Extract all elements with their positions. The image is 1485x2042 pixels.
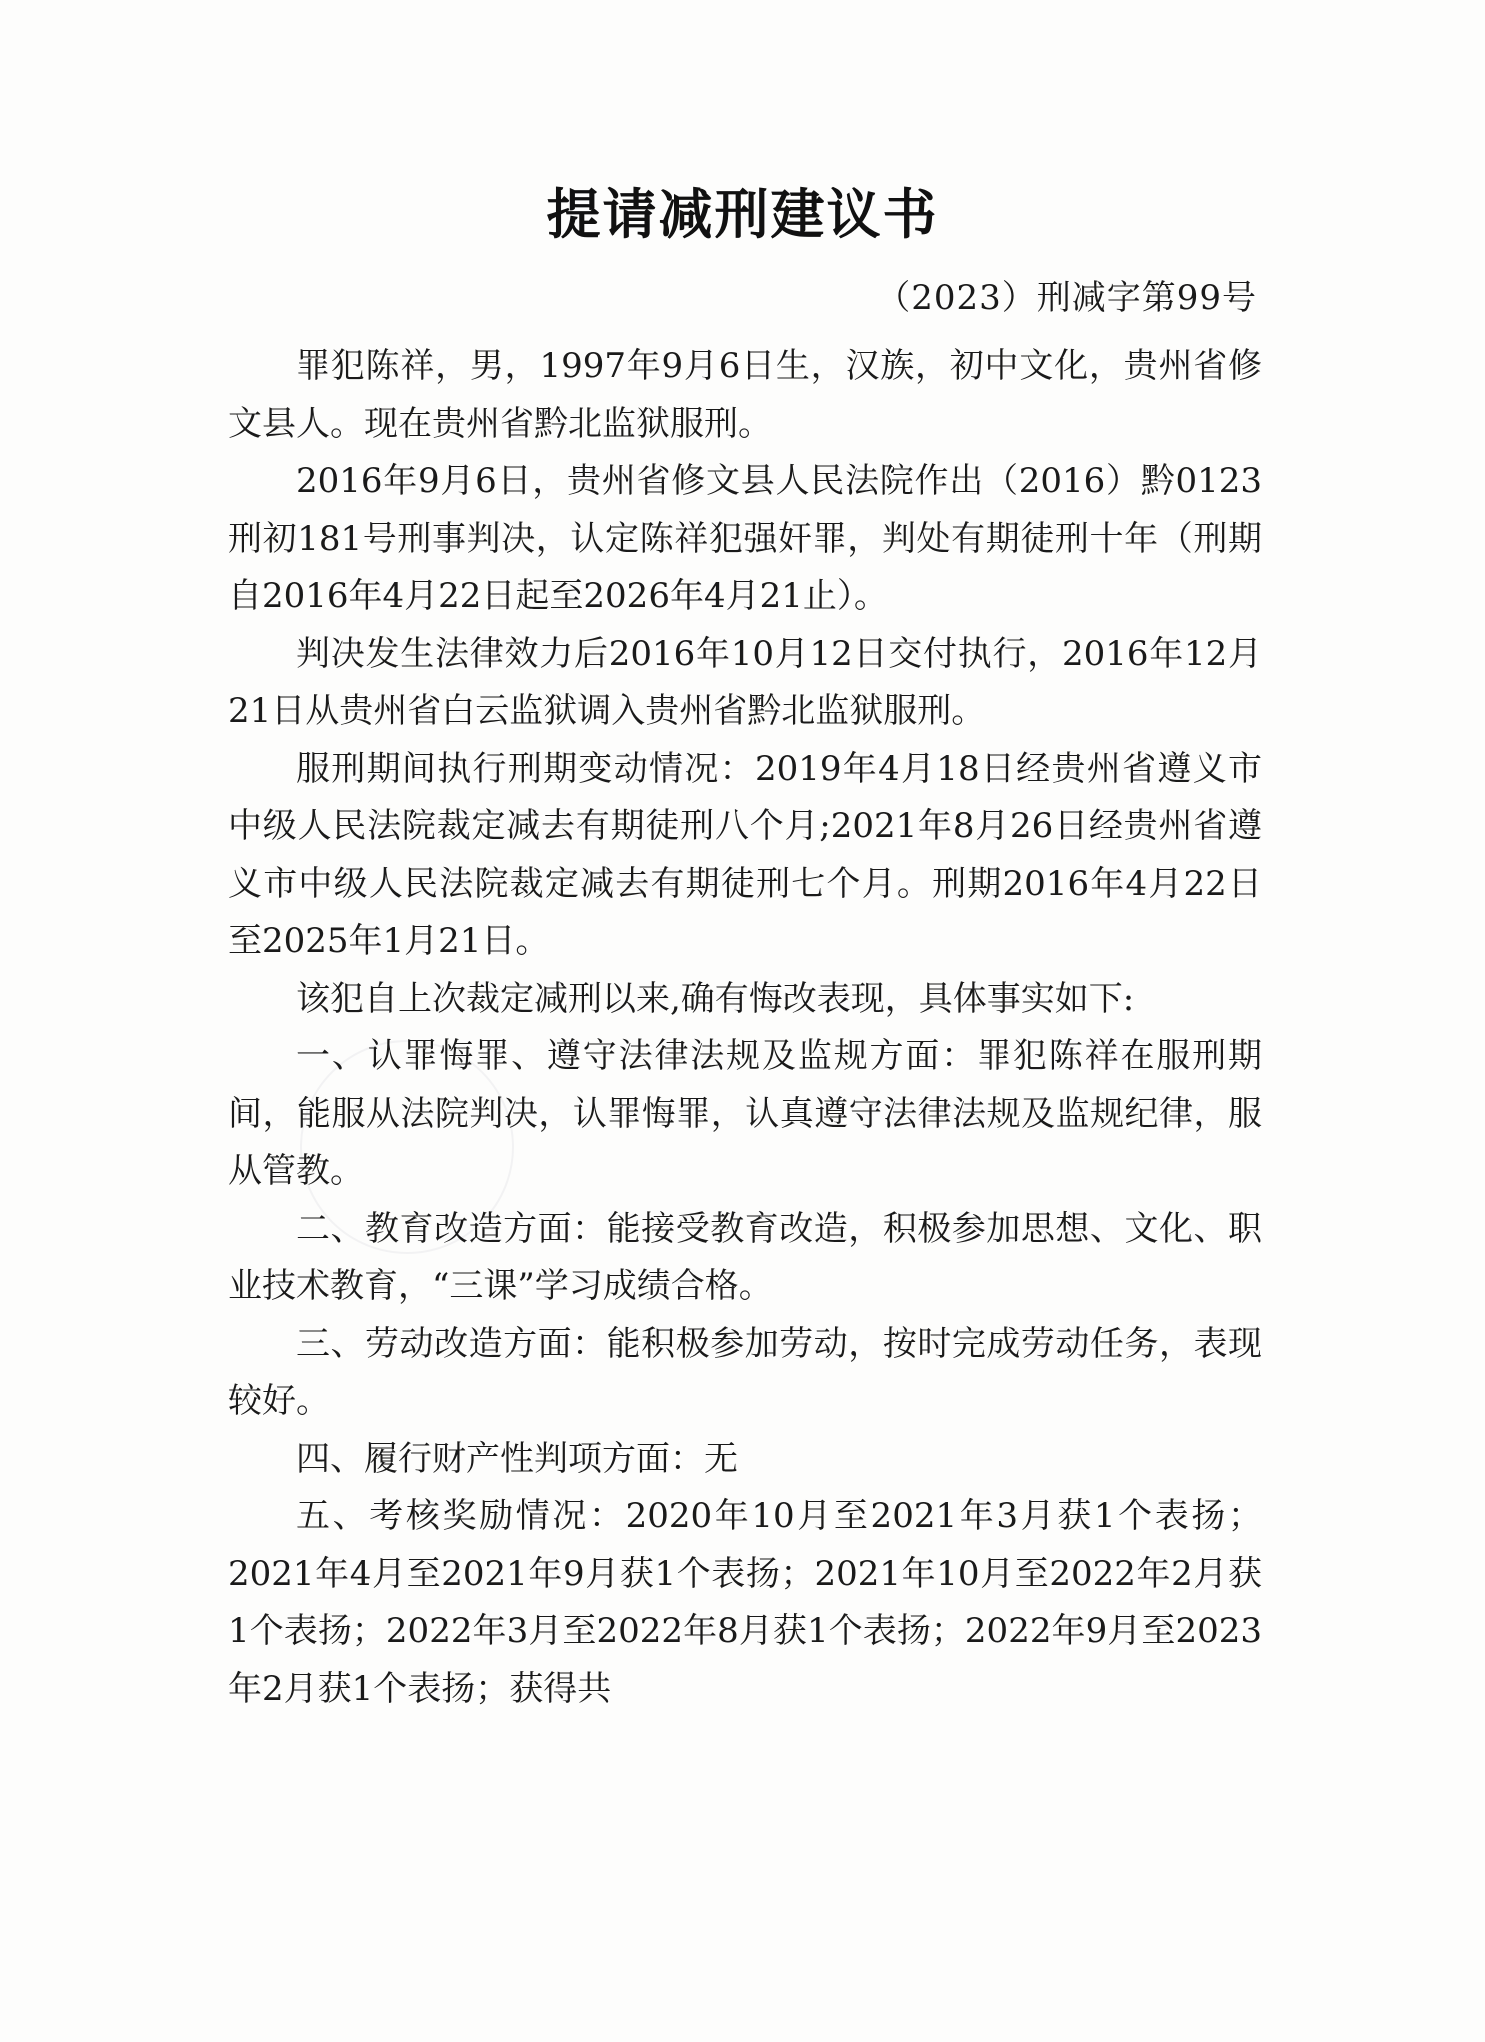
paragraph-item-4: 四、履行财产性判项方面：无 bbox=[296, 1438, 738, 1479]
paragraph-repentance-intro: 该犯自上次裁定减刑以来,确有悔改表现，具体事实如下: bbox=[296, 978, 1135, 1019]
paragraph-item-3: 三、劳动改造方面：能积极参加劳动，按时完成劳动任务，表现较好。 bbox=[228, 1323, 1262, 1421]
paragraph-criminal-info: 罪犯陈祥，男，1997年9月6日生，汉族，初中文化，贵州省修文县人。现在贵州省黔北监狱服刑。 bbox=[228, 346, 1262, 444]
paragraph-judgment: 2016年9月6日，贵州省修文县人民法院作出（2016）黔0123刑初181号刑事判决，认定陈祥犯强奸罪，判处有期徒刑十年（刑期自2016年4月22日起至2026年4月21止）。 bbox=[228, 461, 1262, 616]
document-number: （2023）刑减字第99号 bbox=[876, 278, 1257, 318]
document-body bbox=[228, 338, 1262, 1718]
paragraph-item-1: 一、认罪悔罪、遵守法律法规及监规方面：罪犯陈祥在服刑期间，能服从法院判决，认罪悔罪，认真遵守法律法规及监规纪律，服从管教。 bbox=[228, 1036, 1262, 1191]
paragraph-item-2: 二、教育改造方面：能接受教育改造，积极参加思想、文化、职业技术教育，“三课”学习成绩合格。 bbox=[228, 1208, 1262, 1306]
paragraph-item-5: 五、考核奖励情况：2020年10月至2021年3月获1个表扬；2021年4月至2021年9月获1个表扬；2021年10月至2022年2月获1个表扬；2022年3月至2022年8月获1个表扬；2022年9月至2023年2月获1个表扬；获得共 bbox=[228, 1496, 1262, 1709]
document-title: 提请减刑建议书 bbox=[546, 182, 939, 246]
paragraph-execution: 判决发生法律效力后2016年10月12日交付执行，2016年12月21日从贵州省白云监狱调入贵州省黔北监狱服刑。 bbox=[228, 633, 1262, 731]
paragraph-sentence-changes: 服刑期间执行刑期变动情况：2019年4月18日经贵州省遵义市中级人民法院裁定减去有期徒刑八个月;2021年8月26日经贵州省遵义市中级人民法院裁定减去有期徒刑七个月。刑期2016年4月22日至2025年1月21日。 bbox=[228, 748, 1262, 961]
